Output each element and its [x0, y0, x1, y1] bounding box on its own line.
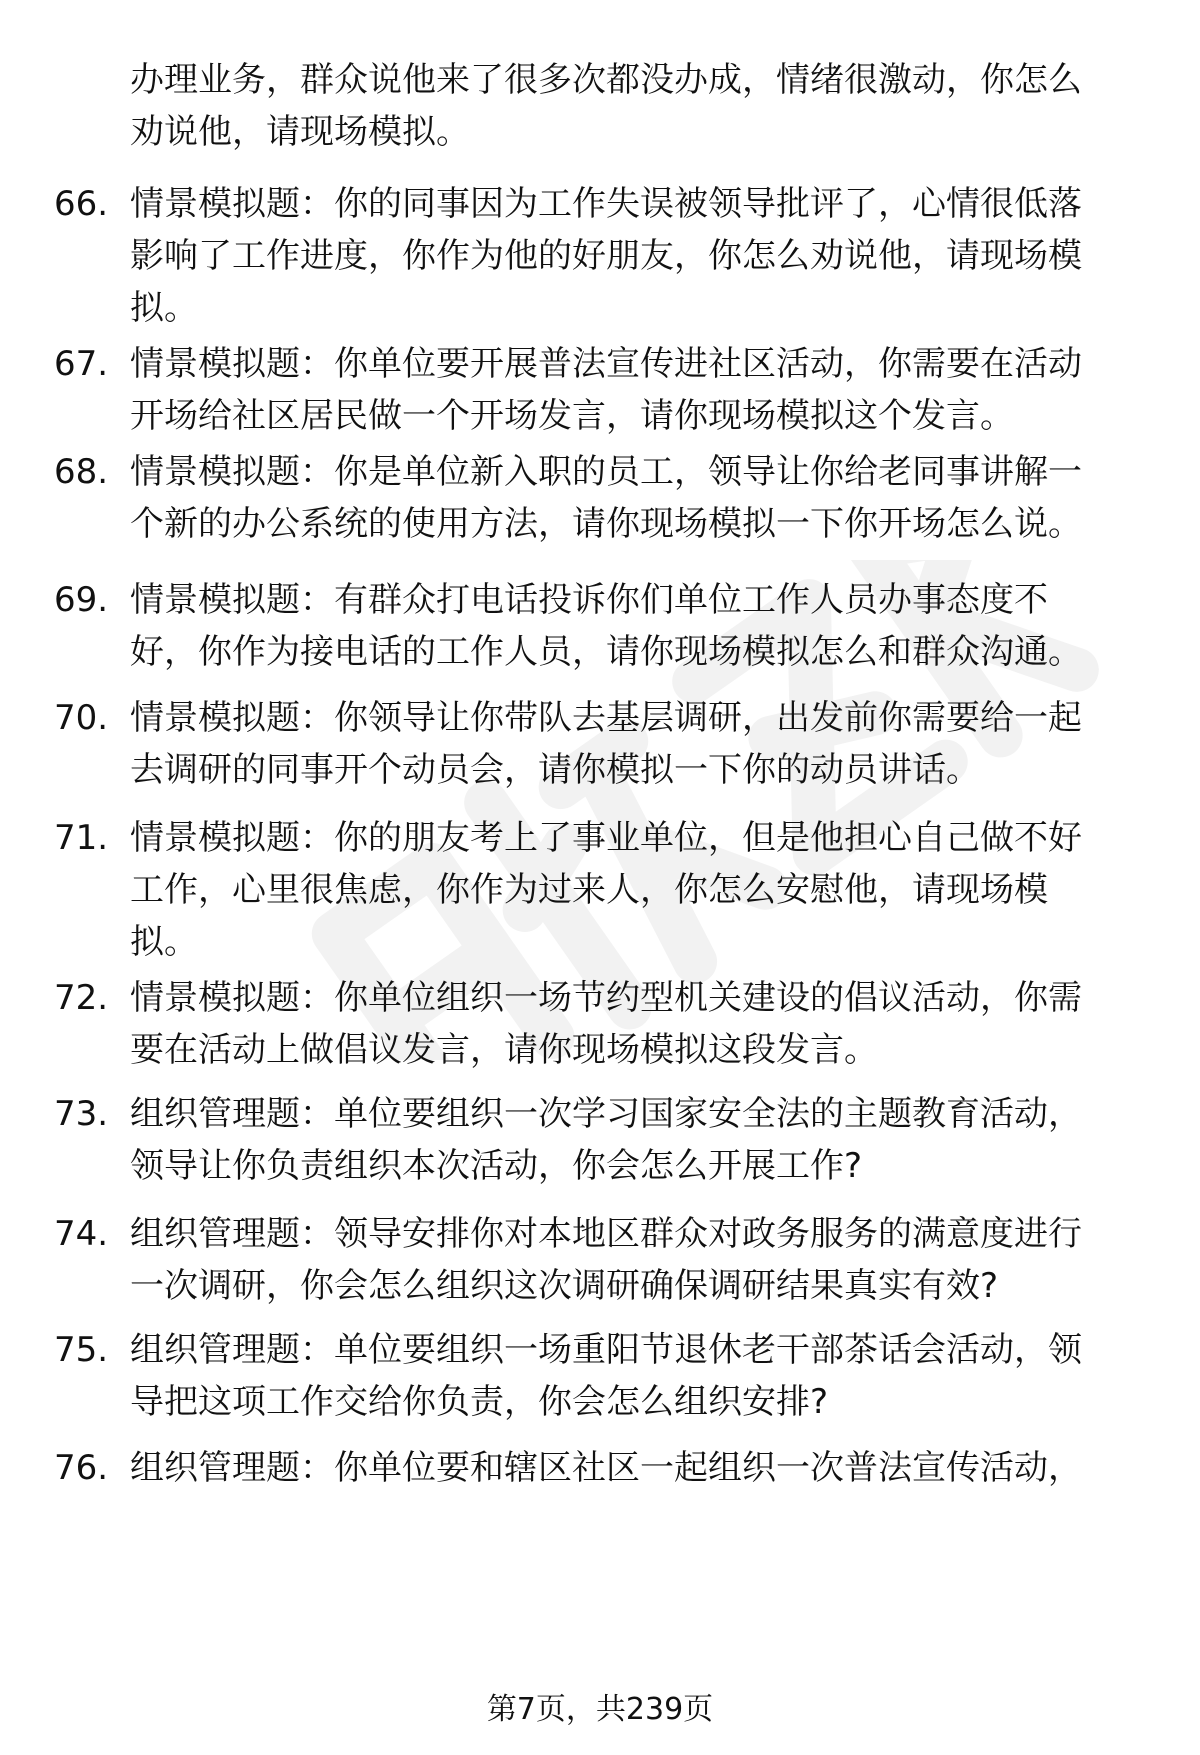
question-number: 68.: [54, 452, 109, 492]
text-line: 情景模拟题：你的朋友考上了事业单位，但是他担心自己做不好: [130, 818, 1082, 858]
text-line: 拟。: [130, 288, 198, 328]
question-number: 74.: [54, 1214, 109, 1254]
text-line: 拟。: [130, 922, 198, 962]
question-text: [130, 812, 1140, 968]
text-line: 领导让你负责组织本次活动，你会怎么开展工作?: [130, 1146, 863, 1186]
question-number: 70.: [54, 698, 109, 738]
question-text: [130, 446, 1140, 550]
text-line: 组织管理题：领导安排你对本地区群众对政务服务的满意度进行: [130, 1214, 1082, 1254]
question-number: 66.: [54, 184, 109, 224]
page-footer: 第7页，共239页: [486, 1692, 714, 1727]
continuation-text: [130, 54, 1140, 158]
question-text: [130, 1088, 1140, 1192]
text-line: 情景模拟题：你单位要开展普法宣传进社区活动，你需要在活动: [130, 344, 1082, 384]
question-text: [130, 692, 1140, 796]
question-text: [130, 1442, 1140, 1494]
text-line: 影响了工作进度，你作为他的好朋友，你怎么劝说他，请现场模: [130, 236, 1082, 276]
text-line: 好，你作为接电话的工作人员，请你现场模拟怎么和群众沟通。: [130, 632, 1082, 672]
question-number: 72.: [54, 978, 109, 1018]
text-line: 一次调研，你会怎么组织这次调研确保调研结果真实有效?: [130, 1266, 999, 1306]
text-line: 情景模拟题：你单位组织一场节约型机关建设的倡议活动，你需: [130, 978, 1082, 1018]
text-line: 个新的办公系统的使用方法，请你现场模拟一下你开场怎么说。: [130, 504, 1082, 544]
question-number: 76.: [54, 1448, 109, 1488]
text-line: 组织管理题：单位要组织一场重阳节退休老干部茶话会活动，领: [130, 1330, 1082, 1370]
question-text: [130, 338, 1140, 442]
text-line: 情景模拟题：你的同事因为工作失误被领导批评了，心情很低落: [130, 184, 1082, 224]
question-number: 69.: [54, 580, 109, 620]
question-number: 71.: [54, 818, 109, 858]
text-line: 办理业务，群众说他来了很多次都没办成，情绪很激动，你怎么: [130, 60, 1082, 100]
question-number: 67.: [54, 344, 109, 384]
question-text: [130, 972, 1140, 1076]
text-line: 劝说他，请现场模拟。: [130, 112, 470, 152]
question-text: [130, 574, 1140, 678]
text-line: 组织管理题：单位要组织一次学习国家安全法的主题教育活动，: [130, 1094, 1082, 1134]
text-line: 去调研的同事开个动员会，请你模拟一下你的动员讲话。: [130, 750, 980, 790]
text-line: 情景模拟题：有群众打电话投诉你们单位工作人员办事态度不: [130, 580, 1048, 620]
text-line: 工作，心里很焦虑，你作为过来人，你怎么安慰他，请现场模: [130, 870, 1048, 910]
question-text: [130, 1324, 1140, 1428]
text-line: 导把这项工作交给你负责，你会怎么组织安排?: [130, 1382, 829, 1422]
text-line: 开场给社区居民做一个开场发言，请你现场模拟这个发言。: [130, 396, 1014, 436]
text-line: 组织管理题：你单位要和辖区社区一起组织一次普法宣传活动，: [130, 1448, 1082, 1488]
question-number: 75.: [54, 1330, 109, 1370]
text-line: 要在活动上做倡议发言，请你现场模拟这段发言。: [130, 1030, 878, 1070]
question-number: 73.: [54, 1094, 109, 1134]
text-line: 情景模拟题：你领导让你带队去基层调研，出发前你需要给一起: [130, 698, 1082, 738]
question-text: [130, 178, 1140, 334]
text-line: 情景模拟题：你是单位新入职的员工，领导让你给老同事讲解一: [130, 452, 1082, 492]
question-text: [130, 1208, 1140, 1312]
